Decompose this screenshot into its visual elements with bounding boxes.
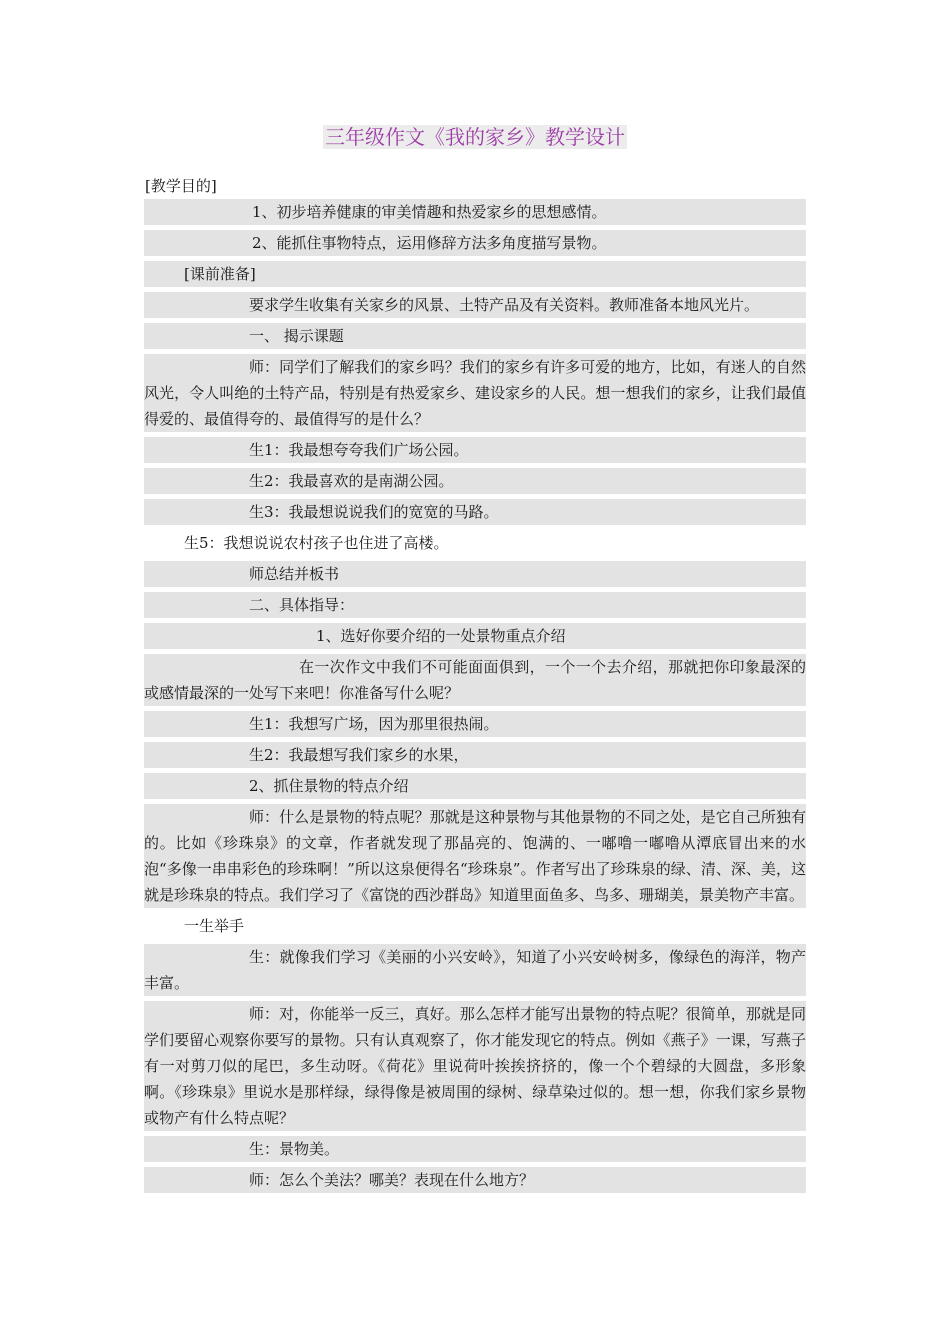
paragraph: 生2：我最喜欢的是南湖公园。 [144, 468, 806, 494]
paragraph: 在一次作文中我们不可能面面俱到，一个一个去介绍，那就把你印象最深的或感情最深的一处写下来吧！你准备写什么呢？ [144, 654, 806, 706]
paragraph: 师：什么是景物的特点呢？那就是这种景物与其他景物的不同之处，是它自己所独有的。比如《珍珠泉》的文章，作者就发现了那晶亮的、饱满的、一嘟噜一嘟噜从潭底冒出来的水泡“多像一串串彩色的珍珠啊！”所以这泉便得名“珍珠泉”。作者写出了珍珠泉的绿、清、深、美，这就是珍珠泉的特点。我们学习了《富饶的西沙群岛》知道里面鱼多、鸟多、珊瑚美，景美物产丰富。 [144, 804, 806, 908]
paragraph: 师：同学们了解我们的家乡吗？我们的家乡有许多可爱的地方，比如，有迷人的自然风光，令人叫绝的土特产品，特别是有热爱家乡、建设家乡的人民。想一想我们的家乡，让我们最值得爱的、最值得夸的、最值得写的是什么？ [144, 354, 806, 432]
paragraph: 生1：我最想夸夸我们广场公园。 [144, 437, 806, 463]
document-title: 三年级作文《我的家乡》教学设计 [325, 125, 625, 149]
paragraph: 师：对，你能举一反三，真好。那么怎样才能写出景物的特点呢？很简单，那就是同学们要留心观察你要写的景物。只有认真观察了，你才能发现它的特点。例如《燕子》一课，写燕子有一对剪刀似的尾巴，多生动呀。《荷花》里说荷叶挨挨挤挤的，像一个个碧绿的大圆盘，多形象啊。《珍珠泉》里说水是那样绿，绿得像是被周围的绿树、绿草染过似的。想一想，你我们家乡景物或物产有什么特点呢？ [144, 1001, 806, 1131]
paragraph: 生1：我想写广场，因为那里很热闹。 [144, 711, 806, 737]
paragraph: 1、初步培养健康的审美情趣和热爱家乡的思想感情。 [144, 199, 806, 225]
paragraph: [课前准备] [144, 261, 806, 287]
section-heading-teaching-goals: [教学目的] [145, 177, 217, 195]
paragraph: 要求学生收集有关家乡的风景、土特产品及有关资料。教师准备本地风光片。 [144, 292, 806, 318]
paragraph: 师总结并板书 [144, 561, 806, 587]
paragraph: 一、 揭示课题 [144, 323, 806, 349]
paragraph: 一生举手 [144, 913, 806, 939]
document-body [144, 199, 806, 1198]
paragraph: 生：景物美。 [144, 1136, 806, 1162]
paragraph: 二、具体指导： [144, 592, 806, 618]
paragraph: 师：怎么个美法？哪美？表现在什么地方？ [144, 1167, 806, 1193]
paragraph: 2、抓住景物的特点介绍 [144, 773, 806, 799]
paragraph: 生5：我想说说农村孩子也住进了高楼。 [144, 530, 806, 556]
paragraph: 生2：我最想写我们家乡的水果， [144, 742, 806, 768]
paragraph: 1、选好你要介绍的一处景物重点介绍 [144, 623, 806, 649]
paragraph: 生：就像我们学习《美丽的小兴安岭》，知道了小兴安岭树多，像绿色的海洋，物产丰富。 [144, 944, 806, 996]
paragraph: 2、能抓住事物特点，运用修辞方法多角度描写景物。 [144, 230, 806, 256]
paragraph: 生3：我最想说说我们的宽宽的马路。 [144, 499, 806, 525]
